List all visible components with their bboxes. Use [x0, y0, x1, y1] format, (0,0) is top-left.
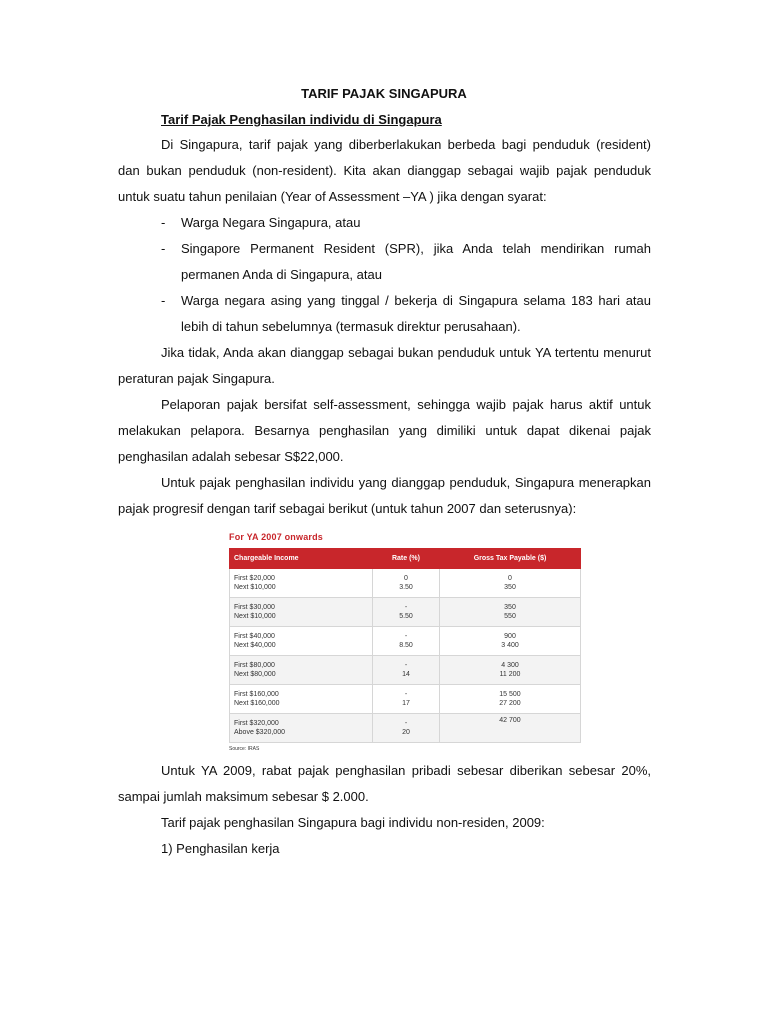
table-cell-income: First $160,000 Next $160,000	[230, 685, 373, 714]
paragraph-progressive-tax: Untuk pajak penghasilan individu yang dianggap penduduk, Singapura menerapkan pajak progresif dengan tarif sebagai berikut (untuk tahun 2007 dan seterusnya):	[118, 475, 651, 516]
table-cell-income: First $40,000 Next $40,000	[230, 627, 373, 656]
table-row	[230, 598, 581, 627]
bullet-text: Warga negara asing yang tinggal / bekerja di Singapura selama 183 hari atau lebih di tahun sebelumnya (termasuk direktur perusahaan).	[181, 293, 651, 334]
table-cell-tax: 4 300 11 200	[440, 656, 581, 685]
paragraph-employment-income: 1) Penghasilan kerja	[161, 841, 280, 856]
table-cell-rate: - 8.50	[373, 627, 440, 656]
table-row	[230, 685, 581, 714]
table-row	[230, 627, 581, 656]
bullet-dash: -	[161, 241, 166, 256]
column-header-rate: Rate (%)	[373, 549, 440, 569]
table-cell-tax: 350 550	[440, 598, 581, 627]
table-cell-rate: - 17	[373, 685, 440, 714]
paragraph-non-resident-rates: Tarif pajak penghasilan Singapura bagi individu non-residen, 2009:	[161, 815, 545, 830]
table-header-row	[230, 549, 581, 569]
table-source-note: Source: IRAS	[229, 746, 260, 752]
table-row	[230, 569, 581, 598]
table-cell-tax: 900 3 400	[440, 627, 581, 656]
table-cell-tax: 42 700	[440, 714, 581, 743]
table-caption: For YA 2007 onwards	[229, 532, 324, 542]
bullet-text: Singapore Permanent Resident (SPR), jika Anda telah mendirikan rumah permanen Anda di Singapura, atau	[181, 241, 651, 282]
table-cell-rate: - 20	[373, 714, 440, 743]
column-header-income: Chargeable Income	[230, 549, 373, 569]
bullet-dash: -	[161, 293, 166, 308]
document-title: TARIF PAJAK SINGAPURA	[301, 86, 467, 101]
table-cell-income: First $20,000 Next $10,000	[230, 569, 373, 598]
section-subtitle: Tarif Pajak Penghasilan individu di Singapura	[161, 112, 442, 127]
table-cell-income: First $80,000 Next $80,000	[230, 656, 373, 685]
table-cell-tax: 0 350	[440, 569, 581, 598]
paragraph-self-assessment: Pelaporan pajak bersifat self-assessment, sehingga wajib pajak harus aktif untuk melakukan pelapora. Besarnya penghasilan yang dimiliki untuk dapat dikenai pajak penghasilan adalah sebesar S$22,000.	[118, 397, 651, 464]
table-cell-rate: 0 3.50	[373, 569, 440, 598]
table-row	[230, 656, 581, 685]
table-cell-rate: - 14	[373, 656, 440, 685]
table-cell-income: First $30,000 Next $10,000	[230, 598, 373, 627]
table-cell-rate: - 5.50	[373, 598, 440, 627]
bullet-dash: -	[161, 215, 166, 230]
tax-rate-table-figure	[229, 530, 583, 752]
table-row	[230, 714, 581, 743]
paragraph-rebate: Untuk YA 2009, rabat pajak penghasilan pribadi sebesar diberikan sebesar 20%, sampai jumlah maksimum sebesar $ 2.000.	[118, 763, 651, 804]
table-cell-tax: 15 500 27 200	[440, 685, 581, 714]
column-header-tax: Gross Tax Payable ($)	[440, 549, 581, 569]
tax-rate-table	[229, 548, 581, 743]
paragraph-residency: Di Singapura, tarif pajak yang diberberlakukan berbeda bagi penduduk (resident) dan bukan penduduk (non-resident). Kita akan dianggap sebagai wajib pajak penduduk untuk suatu tahun penilaian (Year of Assessment –YA ) jika dengan syarat:	[118, 137, 651, 204]
table-cell-income: First $320,000 Above $320,000	[230, 714, 373, 743]
bullet-text: Warga Negara Singapura, atau	[181, 215, 361, 230]
paragraph-non-resident: Jika tidak, Anda akan dianggap sebagai bukan penduduk untuk YA tertentu menurut peraturan pajak Singapura.	[118, 345, 651, 386]
